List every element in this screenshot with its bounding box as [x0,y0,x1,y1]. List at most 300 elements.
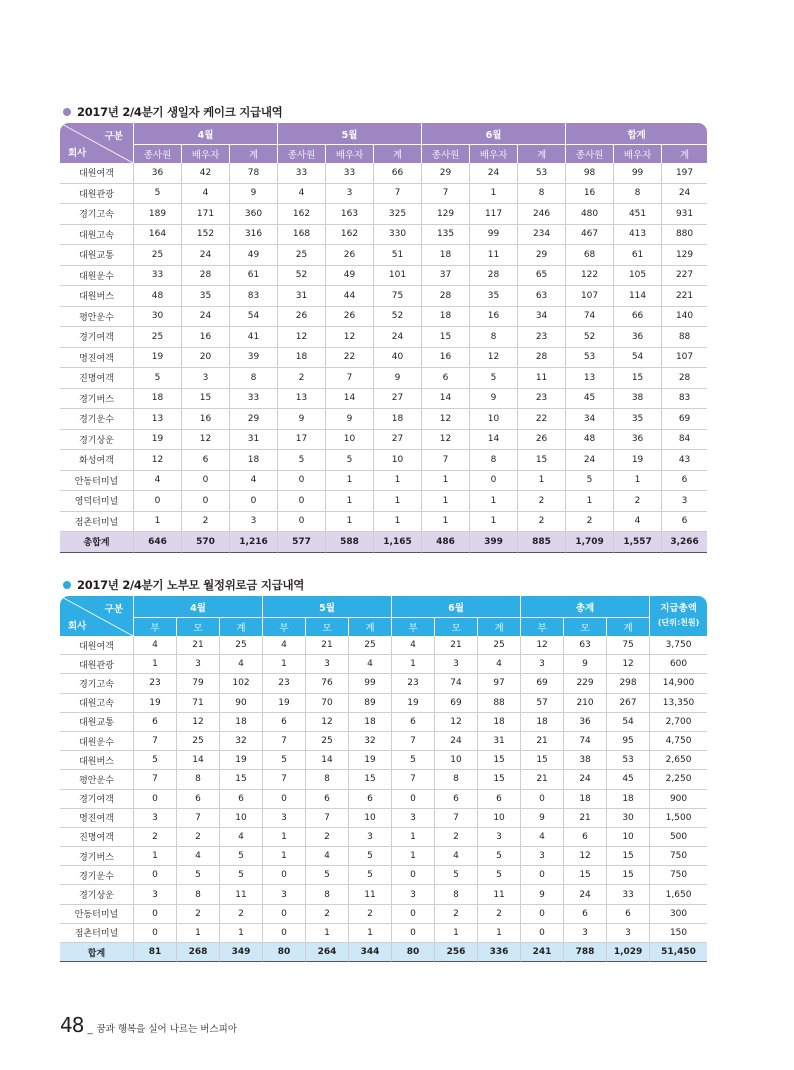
value-cell: 6 [434,790,477,809]
value-cell: 5 [325,450,373,471]
value-cell: 268 [176,943,219,962]
value-cell: 900 [649,790,707,809]
value-cell: 1 [373,491,421,512]
company-cell: 경기버스 [60,389,133,410]
value-cell: 300 [649,905,707,924]
value-cell: 5 [133,184,181,205]
value-cell: 0 [277,471,325,492]
value-cell: 33 [133,266,181,287]
value-cell: 3 [305,655,348,674]
value-cell: 9 [373,368,421,389]
value-cell: 8 [517,184,565,205]
value-cell: 53 [517,163,565,184]
value-cell: 37 [421,266,469,287]
value-cell: 105 [613,266,661,287]
value-cell: 6 [391,713,434,732]
value-cell: 2 [305,828,348,847]
value-cell: 360 [229,204,277,225]
value-cell: 0 [181,491,229,512]
value-cell: 28 [661,368,707,389]
sub-header: 계 [606,618,649,636]
table-row [60,430,707,451]
value-cell: 2 [613,491,661,512]
value-cell: 467 [565,225,613,246]
value-cell: 13,350 [649,694,707,713]
company-cell: 화성여객 [60,450,133,471]
sub-header: 배우자 [613,145,661,163]
group-header: 5월 [262,596,391,618]
table-row [60,694,707,713]
value-cell: 3 [176,655,219,674]
company-cell: 평안운수 [60,770,133,789]
value-cell: 8 [176,770,219,789]
value-cell: 2 [565,512,613,533]
value-cell: 0 [391,790,434,809]
sub-header: 종사원 [421,145,469,163]
table-row [60,674,707,693]
value-cell: 129 [421,204,469,225]
value-cell: 74 [563,732,606,751]
value-cell: 24 [181,307,229,328]
value-cell: 49 [325,266,373,287]
value-cell: 1 [219,924,262,943]
value-cell: 28 [469,266,517,287]
value-cell: 413 [613,225,661,246]
value-cell: 21 [434,636,477,655]
company-cell: 영덕터미널 [60,491,133,512]
value-cell: 3 [661,491,707,512]
value-cell: 1,500 [649,809,707,828]
value-cell: 12 [421,409,469,430]
sub-header: 계 [348,618,391,636]
value-cell: 30 [606,809,649,828]
value-cell: 7 [421,184,469,205]
value-cell: 10 [434,751,477,770]
payment-unit-label: (단위:천원) [657,618,700,627]
value-cell: 399 [469,532,517,553]
value-cell: 12 [133,450,181,471]
value-cell: 0 [277,491,325,512]
value-cell: 35 [469,286,517,307]
value-cell: 34 [517,307,565,328]
value-cell: 19 [613,450,661,471]
value-cell: 7 [133,770,176,789]
sub-header: 종사원 [133,145,181,163]
value-cell: 577 [277,532,325,553]
value-cell: 0 [391,924,434,943]
value-cell: 14,900 [649,674,707,693]
value-cell: 9 [229,184,277,205]
value-cell: 66 [373,163,421,184]
value-cell: 26 [325,245,373,266]
value-cell: 107 [661,348,707,369]
group-header: 4월 [133,123,277,145]
value-cell: 2 [517,512,565,533]
value-cell: 69 [661,409,707,430]
value-cell: 4,750 [649,732,707,751]
value-cell: 8 [434,770,477,789]
company-cell: 대원버스 [60,751,133,770]
value-cell: 39 [229,348,277,369]
value-cell: 0 [229,491,277,512]
value-cell: 79 [176,674,219,693]
value-cell: 18 [133,389,181,410]
value-cell: 1 [391,655,434,674]
table-row [60,790,707,809]
value-cell: 33 [229,389,277,410]
value-cell: 8 [469,450,517,471]
value-cell: 2 [517,491,565,512]
value-cell: 15 [421,327,469,348]
value-cell: 7 [391,770,434,789]
value-cell: 1 [325,491,373,512]
value-cell: 4 [348,655,391,674]
value-cell: 10 [348,809,391,828]
value-cell: 12 [434,713,477,732]
value-cell: 221 [661,286,707,307]
value-cell: 15 [520,751,563,770]
value-cell: 267 [606,694,649,713]
value-cell: 5 [219,866,262,885]
value-cell: 4 [277,184,325,205]
value-cell: 7 [176,809,219,828]
value-cell: 152 [181,225,229,246]
value-cell: 40 [373,348,421,369]
value-cell: 0 [520,790,563,809]
value-cell: 1 [176,924,219,943]
value-cell: 5 [434,866,477,885]
value-cell: 150 [649,924,707,943]
value-cell: 3 [229,512,277,533]
value-cell: 52 [565,327,613,348]
value-cell: 15 [477,770,520,789]
value-cell: 1 [348,924,391,943]
value-cell: 6 [477,790,520,809]
table-row [60,847,707,866]
value-cell: 4 [181,184,229,205]
value-cell: 18 [520,713,563,732]
value-cell: 2 [434,828,477,847]
value-cell: 10 [469,409,517,430]
value-cell: 1 [469,184,517,205]
company-cell: 총합계 [60,532,133,553]
company-cell: 경기상운 [60,430,133,451]
company-cell: 진명여객 [60,828,133,847]
value-cell: 19 [219,751,262,770]
value-cell: 53 [565,348,613,369]
table-row [60,266,707,287]
value-cell: 14 [421,389,469,410]
sub-header: 부 [391,618,434,636]
value-cell: 234 [517,225,565,246]
table-row [60,713,707,732]
value-cell: 19 [133,430,181,451]
value-cell: 75 [373,286,421,307]
cake-section [60,101,707,553]
value-cell: 36 [613,327,661,348]
footer-separator: _ [87,1024,93,1035]
value-cell: 53 [606,751,649,770]
value-cell: 171 [181,204,229,225]
value-cell: 80 [391,943,434,962]
company-cell: 대원교통 [60,713,133,732]
value-cell: 99 [348,674,391,693]
value-cell: 3 [262,809,305,828]
value-cell: 63 [517,286,565,307]
value-cell: 38 [563,751,606,770]
value-cell: 0 [133,866,176,885]
value-cell: 21 [520,770,563,789]
corner-top-label: 구분 [104,131,123,142]
value-cell: 15 [219,770,262,789]
value-cell: 52 [277,266,325,287]
value-cell: 336 [477,943,520,962]
corner-bottom-label: 회사 [68,148,87,159]
value-cell: 2 [477,905,520,924]
value-cell: 3 [520,847,563,866]
value-cell: 2 [133,828,176,847]
value-cell: 1 [133,847,176,866]
table-row [60,809,707,828]
table-row [60,163,707,184]
value-cell: 35 [181,286,229,307]
value-cell: 11 [477,885,520,904]
value-cell: 61 [613,245,661,266]
value-cell: 15 [613,368,661,389]
value-cell: 36 [133,163,181,184]
value-cell: 13 [133,409,181,430]
value-cell: 9 [469,389,517,410]
value-cell: 2 [176,828,219,847]
value-cell: 22 [325,348,373,369]
value-cell: 3 [133,885,176,904]
value-cell: 4 [520,828,563,847]
value-cell: 9 [520,885,563,904]
value-cell: 16 [565,184,613,205]
section-title [60,101,707,123]
value-cell: 16 [421,348,469,369]
table-row [60,450,707,471]
value-cell: 1 [391,847,434,866]
value-cell: 33 [325,163,373,184]
value-cell: 3 [520,655,563,674]
value-cell: 12 [606,655,649,674]
value-cell: 3 [348,828,391,847]
value-cell: 1,650 [649,885,707,904]
value-cell: 32 [219,732,262,751]
value-cell: 8 [176,885,219,904]
value-cell: 500 [649,828,707,847]
value-cell: 164 [133,225,181,246]
value-cell: 0 [133,491,181,512]
value-cell: 30 [133,307,181,328]
sub-header: 부 [262,618,305,636]
value-cell: 32 [348,732,391,751]
value-cell: 7 [391,732,434,751]
table-row [60,348,707,369]
value-cell: 241 [520,943,563,962]
sub-header: 계 [477,618,520,636]
value-cell: 88 [477,694,520,713]
value-cell: 99 [469,225,517,246]
value-cell: 162 [277,204,325,225]
table-row [60,885,707,904]
value-cell: 29 [421,163,469,184]
company-cell: 경기고속 [60,674,133,693]
value-cell: 54 [229,307,277,328]
table-row [60,924,707,943]
value-cell: 57 [520,694,563,713]
value-cell: 3,266 [661,532,707,553]
company-cell: 진명여객 [60,368,133,389]
corner-header [60,596,133,636]
value-cell: 588 [325,532,373,553]
value-cell: 8 [305,885,348,904]
value-cell: 33 [277,163,325,184]
value-cell: 8 [229,368,277,389]
value-cell: 12 [305,713,348,732]
value-cell: 1 [421,491,469,512]
value-cell: 4 [133,636,176,655]
value-cell: 15 [563,866,606,885]
sub-header: 계 [373,145,421,163]
company-cell: 경기운수 [60,866,133,885]
value-cell: 451 [613,204,661,225]
value-cell: 99 [613,163,661,184]
value-cell: 76 [305,674,348,693]
table-row [60,905,707,924]
value-cell: 2 [305,905,348,924]
value-cell: 31 [229,430,277,451]
value-cell: 25 [219,636,262,655]
company-cell: 대원여객 [60,163,133,184]
value-cell: 646 [133,532,181,553]
value-cell: 21 [305,636,348,655]
value-cell: 12 [520,636,563,655]
value-cell: 26 [277,307,325,328]
value-cell: 25 [277,245,325,266]
value-cell: 69 [520,674,563,693]
value-cell: 885 [517,532,565,553]
value-cell: 0 [520,905,563,924]
value-cell: 31 [277,286,325,307]
value-cell: 14 [469,430,517,451]
value-cell: 11 [219,885,262,904]
value-cell: 1 [373,512,421,533]
value-cell: 102 [219,674,262,693]
value-cell: 31 [477,732,520,751]
value-cell: 5 [133,751,176,770]
value-cell: 6 [661,471,707,492]
value-cell: 0 [469,471,517,492]
value-cell: 24 [469,163,517,184]
value-cell: 5 [262,751,305,770]
value-cell: 3 [606,924,649,943]
value-cell: 25 [348,636,391,655]
value-cell: 4 [262,636,305,655]
value-cell: 0 [262,905,305,924]
value-cell: 24 [181,245,229,266]
value-cell: 34 [565,409,613,430]
value-cell: 48 [565,430,613,451]
value-cell: 3 [133,809,176,828]
value-cell: 2 [176,905,219,924]
company-cell: 명진여객 [60,809,133,828]
value-cell: 21 [563,809,606,828]
value-cell: 7 [373,184,421,205]
value-cell: 25 [305,732,348,751]
table-row [60,636,707,655]
value-cell: 1,165 [373,532,421,553]
value-cell: 18 [348,713,391,732]
value-cell: 1,557 [613,532,661,553]
payment-total-header [649,596,707,636]
value-cell: 117 [469,204,517,225]
value-cell: 600 [649,655,707,674]
value-cell: 4 [613,512,661,533]
value-cell: 54 [613,348,661,369]
value-cell: 51 [373,245,421,266]
value-cell: 1 [325,471,373,492]
group-header: 합계 [565,123,707,145]
value-cell: 1 [421,471,469,492]
section-title [60,574,707,596]
value-cell: 18 [277,348,325,369]
value-cell: 3 [262,885,305,904]
value-cell: 5 [219,847,262,866]
value-cell: 0 [262,790,305,809]
value-cell: 18 [219,713,262,732]
company-cell: 경기상운 [60,885,133,904]
value-cell: 2,700 [649,713,707,732]
value-cell: 11 [348,885,391,904]
value-cell: 28 [517,348,565,369]
group-header: 6월 [391,596,520,618]
value-cell: 4 [219,828,262,847]
value-cell: 189 [133,204,181,225]
value-cell: 1 [517,471,565,492]
company-cell: 합계 [60,943,133,962]
value-cell: 5 [565,471,613,492]
value-cell: 349 [219,943,262,962]
value-cell: 6 [348,790,391,809]
value-cell: 0 [277,512,325,533]
value-cell: 38 [613,389,661,410]
table-row [60,327,707,348]
value-cell: 12 [325,327,373,348]
value-cell: 9 [277,409,325,430]
value-cell: 2 [219,905,262,924]
value-cell: 0 [133,924,176,943]
value-cell: 6 [176,790,219,809]
value-cell: 10 [219,809,262,828]
company-cell: 대원고속 [60,694,133,713]
value-cell: 12 [469,348,517,369]
value-cell: 48 [133,286,181,307]
page-number: 48 [60,1013,84,1037]
value-cell: 42 [181,163,229,184]
table-row [60,770,707,789]
value-cell: 28 [421,286,469,307]
value-cell: 0 [133,790,176,809]
table-row [60,828,707,847]
table-row [60,732,707,751]
value-cell: 18 [477,713,520,732]
value-cell: 4 [305,847,348,866]
sub-header: 배우자 [325,145,373,163]
value-cell: 19 [133,348,181,369]
table-row [60,491,707,512]
